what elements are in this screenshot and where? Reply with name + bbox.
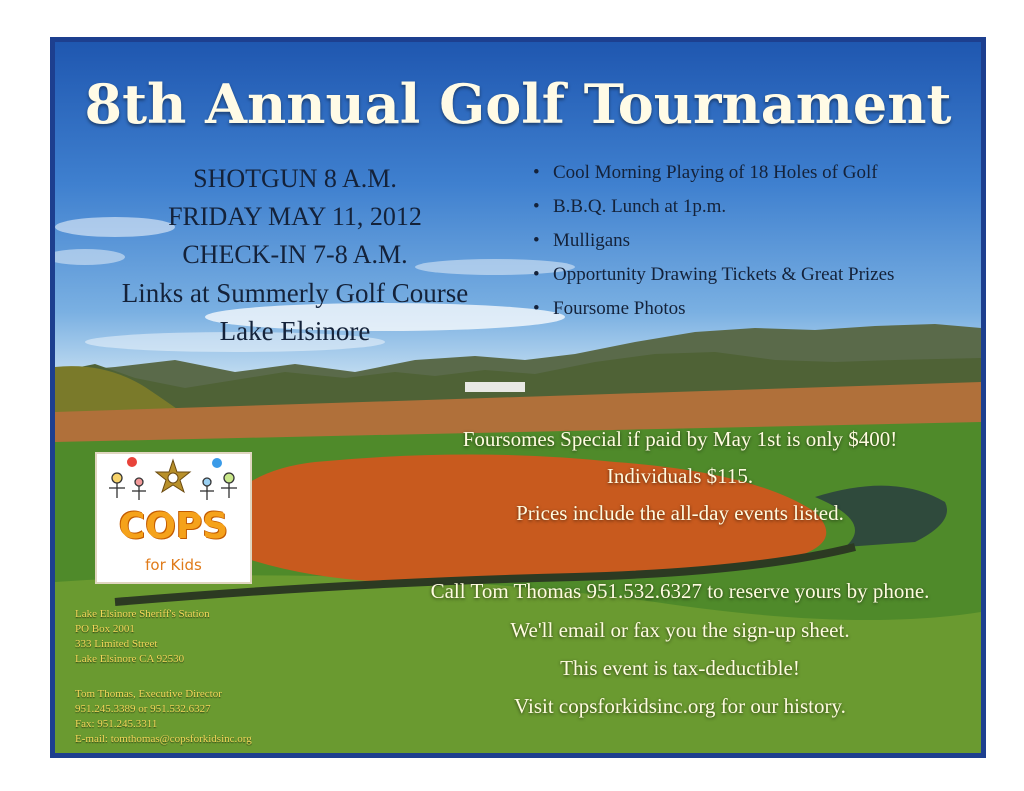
director-contact — [75, 687, 315, 747]
foursome-special: Foursomes Special if paid by May 1st is only $400! — [462, 427, 898, 451]
station-address — [75, 607, 315, 667]
tax-deductible: This event is tax-deductible! — [560, 656, 800, 680]
flyer — [50, 37, 986, 758]
individual-price: Individuals $115. — [606, 464, 754, 488]
station-name: Lake Elsinore Sheriff's Station — [75, 608, 210, 620]
clubhouse — [465, 382, 525, 392]
bullet-icon: • — [533, 230, 540, 251]
call-to-reserve: Call Tom Thomas 951.532.6327 to reserve yours by phone. — [430, 579, 930, 603]
bullet-icon: • — [533, 264, 540, 285]
event-title: 8th Annual Golf Tournament — [84, 72, 952, 136]
list-item: • Mulligans — [533, 230, 631, 251]
list-item: • B.B.Q. Lunch at 1p.m. — [533, 196, 727, 217]
event-info — [75, 160, 515, 350]
director-email: E-mail: tomthomas@copsforkidsinc.org — [75, 733, 252, 745]
bullet-icon: • — [533, 298, 540, 319]
bullet-icon: • — [533, 162, 540, 183]
visit-website: Visit copsforkidsinc.org for our history. — [514, 694, 846, 718]
features-list — [527, 162, 977, 332]
logo-art — [97, 454, 250, 510]
balloon-icon — [127, 457, 137, 467]
station-city: Lake Elsinore CA 92530 — [75, 653, 185, 665]
station-street: 333 Limited Street — [75, 638, 158, 650]
bullet-icon: • — [533, 196, 540, 217]
director-fax: Fax: 951.245.3311 — [75, 718, 158, 730]
station-po-box: PO Box 2001 — [75, 623, 135, 635]
logo-cops-text: COPS — [118, 506, 229, 547]
venue-city: Lake Elsinore — [219, 316, 371, 346]
cops-for-kids-logo — [95, 452, 252, 584]
email-fax-note: We'll email or fax you the sign-up sheet. — [510, 618, 850, 642]
shotgun-time: SHOTGUN 8 A.M. — [193, 164, 397, 193]
logo-tagline: for Kids — [145, 556, 202, 574]
list-item: • Cool Morning Playing of 18 Holes of Golf — [533, 162, 878, 183]
director-name: Tom Thomas, Executive Director — [75, 688, 222, 700]
venue-name: Links at Summerly Golf Course — [121, 278, 469, 308]
prices-include: Prices include the all-day events listed. — [516, 501, 844, 525]
director-phones: 951.245.3389 or 951.532.6327 — [75, 703, 211, 715]
balloon-icon — [212, 458, 222, 468]
event-date: FRIDAY MAY 11, 2012 — [168, 202, 422, 231]
list-item: • Opportunity Drawing Tickets & Great Prizes — [533, 264, 895, 285]
list-item: • Foursome Photos — [533, 298, 686, 319]
check-in-time: CHECK-IN 7-8 A.M. — [182, 240, 408, 269]
